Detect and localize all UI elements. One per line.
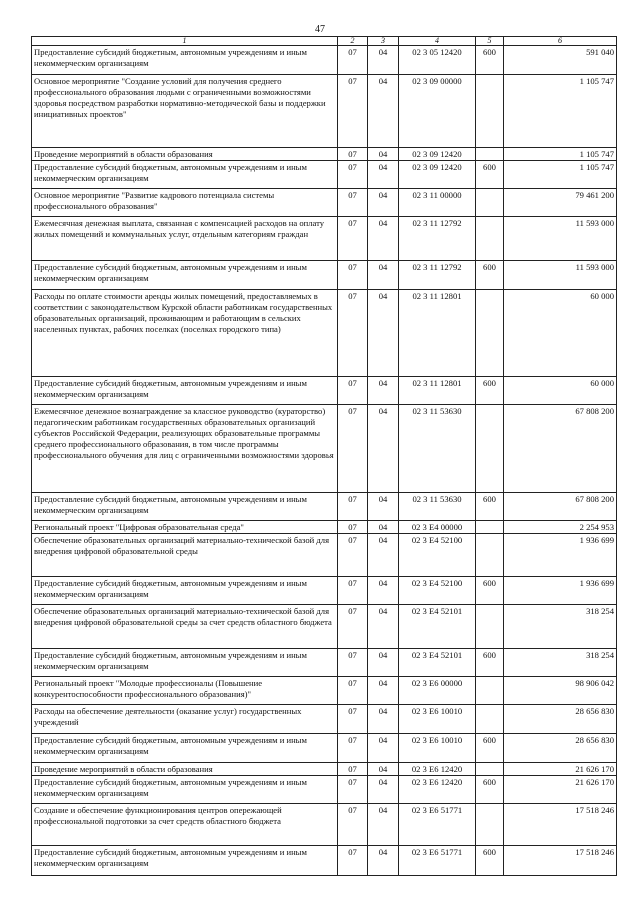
- row-section: 07: [338, 217, 368, 261]
- row-name: Основное мероприятие "Создание условий для получения среднего профессионального образования людьми с ограниченными возможностями здоровья посредством разработки нормативно-методической базы и поддержки инициативных проектов": [32, 75, 338, 148]
- row-expense-type: [476, 217, 504, 261]
- row-target-code: 02 3 E4 52101: [399, 649, 476, 677]
- row-name: Создание и обеспечение функционирования центров опережающей профессиональной подготовки за счет средств областного бюджета: [32, 804, 338, 846]
- table-row: [32, 846, 617, 876]
- row-section: 07: [338, 776, 368, 804]
- row-name: Обеспечение образовательных организаций материально-технической базой для внедрения цифровой образовательной среды: [32, 534, 338, 577]
- table-row: [32, 377, 617, 405]
- table-row: [32, 577, 617, 605]
- row-expense-type: [476, 405, 504, 493]
- row-section: 07: [338, 405, 368, 493]
- row-target-code: 02 3 05 12420: [399, 46, 476, 75]
- row-target-code: 02 3 11 00000: [399, 189, 476, 217]
- table-row: [32, 734, 617, 763]
- header-col-5: 5: [476, 37, 504, 46]
- table-row: [32, 804, 617, 846]
- row-amount: 1 936 699: [504, 534, 617, 577]
- table-row: [32, 521, 617, 534]
- row-section: 07: [338, 677, 368, 705]
- table-row: [32, 649, 617, 677]
- row-target-code: 02 3 E6 10010: [399, 734, 476, 763]
- row-name: Предоставление субсидий бюджетным, автономным учреждениям и иным некоммерческим организациям: [32, 493, 338, 521]
- row-expense-type: 600: [476, 577, 504, 605]
- table-row: [32, 161, 617, 189]
- table-row: [32, 534, 617, 577]
- row-name: Расходы на обеспечение деятельности (оказание услуг) государственных учреждений: [32, 705, 338, 734]
- row-name: Предоставление субсидий бюджетным, автономным учреждениям и иным некоммерческим организациям: [32, 649, 338, 677]
- row-subsection: 04: [368, 846, 399, 876]
- table-row: [32, 493, 617, 521]
- row-amount: 1 105 747: [504, 148, 617, 161]
- row-section: 07: [338, 290, 368, 377]
- row-expense-type: [476, 75, 504, 148]
- table-row: [32, 405, 617, 493]
- row-target-code: 02 3 E6 12420: [399, 763, 476, 776]
- row-amount: 318 254: [504, 605, 617, 649]
- row-section: 07: [338, 705, 368, 734]
- row-subsection: 04: [368, 405, 399, 493]
- row-name: Предоставление субсидий бюджетным, автономным учреждениям и иным некоммерческим организациям: [32, 577, 338, 605]
- row-target-code: 02 3 11 53630: [399, 493, 476, 521]
- row-name: Предоставление субсидий бюджетным, автономным учреждениям и иным некоммерческим организациям: [32, 846, 338, 876]
- row-name: Ежемесячная денежная выплата, связанная с компенсацией расходов на оплату жилых помещений и коммунальных услуг, отдельным категориям граждан: [32, 217, 338, 261]
- row-name: Проведение мероприятий в области образования: [32, 763, 338, 776]
- row-expense-type: [476, 534, 504, 577]
- row-section: 07: [338, 605, 368, 649]
- row-target-code: 02 3 E6 12420: [399, 776, 476, 804]
- table-row: [32, 290, 617, 377]
- row-name: Региональный проект "Цифровая образовательная среда": [32, 521, 338, 534]
- row-subsection: 04: [368, 763, 399, 776]
- row-subsection: 04: [368, 261, 399, 290]
- row-target-code: 02 3 E6 00000: [399, 677, 476, 705]
- row-amount: 21 626 170: [504, 776, 617, 804]
- row-amount: 11 593 000: [504, 261, 617, 290]
- row-name: Предоставление субсидий бюджетным, автономным учреждениям и иным некоммерческим организациям: [32, 46, 338, 75]
- row-expense-type: 600: [476, 649, 504, 677]
- row-target-code: 02 3 11 12801: [399, 290, 476, 377]
- row-subsection: 04: [368, 46, 399, 75]
- row-target-code: 02 3 E4 52100: [399, 577, 476, 605]
- header-col-6: 6: [504, 37, 617, 46]
- header-col-3: 3: [368, 37, 399, 46]
- row-name: Основное мероприятие "Развитие кадрового потенциала системы профессионального образования": [32, 189, 338, 217]
- row-target-code: 02 3 11 53630: [399, 405, 476, 493]
- row-section: 07: [338, 161, 368, 189]
- row-expense-type: 600: [476, 377, 504, 405]
- row-subsection: 04: [368, 377, 399, 405]
- row-expense-type: [476, 677, 504, 705]
- row-amount: 318 254: [504, 649, 617, 677]
- row-amount: 2 254 953: [504, 521, 617, 534]
- row-target-code: 02 3 11 12801: [399, 377, 476, 405]
- table-row: [32, 776, 617, 804]
- row-amount: 11 593 000: [504, 217, 617, 261]
- header-col-1: 1: [32, 37, 338, 46]
- row-target-code: 02 3 E4 52101: [399, 605, 476, 649]
- row-target-code: 02 3 11 12792: [399, 217, 476, 261]
- table-row: [32, 763, 617, 776]
- table-row: [32, 677, 617, 705]
- row-name: Предоставление субсидий бюджетным, автономным учреждениям и иным некоммерческим организациям: [32, 776, 338, 804]
- row-expense-type: 600: [476, 493, 504, 521]
- header-col-4: 4: [399, 37, 476, 46]
- row-expense-type: 600: [476, 261, 504, 290]
- row-subsection: 04: [368, 705, 399, 734]
- table-row: [32, 217, 617, 261]
- row-name: Расходы по оплате стоимости аренды жилых помещений, предоставляемых в соответствии с законодательством Курской области работникам государственных образовательных организаций, проживающим и работающим в сельских населенных пунктах, рабочих поселках (поселках городского типа): [32, 290, 338, 377]
- row-subsection: 04: [368, 776, 399, 804]
- row-amount: 28 656 830: [504, 734, 617, 763]
- row-expense-type: [476, 804, 504, 846]
- row-target-code: 02 3 09 00000: [399, 75, 476, 148]
- row-subsection: 04: [368, 521, 399, 534]
- row-subsection: 04: [368, 734, 399, 763]
- row-section: 07: [338, 534, 368, 577]
- row-expense-type: 600: [476, 161, 504, 189]
- row-expense-type: [476, 763, 504, 776]
- row-expense-type: 600: [476, 46, 504, 75]
- row-name: Предоставление субсидий бюджетным, автономным учреждениям и иным некоммерческим организациям: [32, 734, 338, 763]
- row-subsection: 04: [368, 605, 399, 649]
- header-col-2: 2: [338, 37, 368, 46]
- row-expense-type: [476, 521, 504, 534]
- page-number: 47: [315, 24, 325, 35]
- row-name: Предоставление субсидий бюджетным, автономным учреждениям и иным некоммерческим организациям: [32, 377, 338, 405]
- row-expense-type: 600: [476, 734, 504, 763]
- row-target-code: 02 3 E4 00000: [399, 521, 476, 534]
- row-section: 07: [338, 46, 368, 75]
- row-target-code: 02 3 E6 51771: [399, 804, 476, 846]
- row-section: 07: [338, 521, 368, 534]
- row-section: 07: [338, 763, 368, 776]
- row-expense-type: 600: [476, 846, 504, 876]
- row-amount: 60 000: [504, 377, 617, 405]
- row-subsection: 04: [368, 534, 399, 577]
- row-target-code: 02 3 E6 51771: [399, 846, 476, 876]
- table-body: [32, 46, 617, 876]
- row-section: 07: [338, 189, 368, 217]
- row-expense-type: [476, 189, 504, 217]
- row-target-code: 02 3 09 12420: [399, 161, 476, 189]
- row-name: Предоставление субсидий бюджетным, автономным учреждениям и иным некоммерческим организациям: [32, 161, 338, 189]
- row-section: 07: [338, 493, 368, 521]
- table-row: [32, 705, 617, 734]
- row-amount: 1 105 747: [504, 161, 617, 189]
- row-amount: 28 656 830: [504, 705, 617, 734]
- row-amount: 17 518 246: [504, 846, 617, 876]
- row-subsection: 04: [368, 189, 399, 217]
- row-subsection: 04: [368, 493, 399, 521]
- row-amount: 21 626 170: [504, 763, 617, 776]
- row-section: 07: [338, 148, 368, 161]
- table-row: [32, 189, 617, 217]
- row-target-code: 02 3 E4 52100: [399, 534, 476, 577]
- row-amount: 1 105 747: [504, 75, 617, 148]
- row-section: 07: [338, 649, 368, 677]
- row-amount: 79 461 200: [504, 189, 617, 217]
- row-name: Обеспечение образовательных организаций материально-технической базой для внедрения цифровой образовательной среды за счет средств областного бюджета: [32, 605, 338, 649]
- row-amount: 591 040: [504, 46, 617, 75]
- row-section: 07: [338, 804, 368, 846]
- row-section: 07: [338, 734, 368, 763]
- row-expense-type: 600: [476, 776, 504, 804]
- row-subsection: 04: [368, 217, 399, 261]
- row-subsection: 04: [368, 804, 399, 846]
- row-name: Ежемесячное денежное вознаграждение за классное руководство (кураторство) педагогическим работникам государственных образовательных организаций субъектов Российской Федерации, реализующих образовательные программы среднего профессионального образования, в том числе программы профессионального обучения для лиц с ограниченными возможностями здоровья: [32, 405, 338, 493]
- table-row: [32, 75, 617, 148]
- row-amount: 60 000: [504, 290, 617, 377]
- row-section: 07: [338, 261, 368, 290]
- row-amount: 1 936 699: [504, 577, 617, 605]
- row-amount: 17 518 246: [504, 804, 617, 846]
- row-section: 07: [338, 577, 368, 605]
- row-expense-type: [476, 290, 504, 377]
- table-row: [32, 261, 617, 290]
- row-subsection: 04: [368, 290, 399, 377]
- row-name: Проведение мероприятий в области образования: [32, 148, 338, 161]
- row-subsection: 04: [368, 677, 399, 705]
- row-subsection: 04: [368, 75, 399, 148]
- table-row: [32, 148, 617, 161]
- table-row: [32, 46, 617, 75]
- row-amount: 67 808 200: [504, 493, 617, 521]
- row-target-code: 02 3 09 12420: [399, 148, 476, 161]
- row-expense-type: [476, 148, 504, 161]
- row-name: Региональный проект "Молодые профессионалы (Повышение конкурентоспособности профессионального образования)": [32, 677, 338, 705]
- row-target-code: 02 3 E6 10010: [399, 705, 476, 734]
- row-target-code: 02 3 11 12792: [399, 261, 476, 290]
- row-expense-type: [476, 605, 504, 649]
- budget-table: [31, 36, 617, 876]
- table-header-row: [32, 37, 617, 46]
- row-subsection: 04: [368, 148, 399, 161]
- row-section: 07: [338, 846, 368, 876]
- row-amount: 67 808 200: [504, 405, 617, 493]
- row-expense-type: [476, 705, 504, 734]
- table-row: [32, 605, 617, 649]
- row-section: 07: [338, 377, 368, 405]
- row-subsection: 04: [368, 649, 399, 677]
- row-subsection: 04: [368, 161, 399, 189]
- row-subsection: 04: [368, 577, 399, 605]
- row-amount: 98 906 042: [504, 677, 617, 705]
- row-name: Предоставление субсидий бюджетным, автономным учреждениям и иным некоммерческим организациям: [32, 261, 338, 290]
- row-section: 07: [338, 75, 368, 148]
